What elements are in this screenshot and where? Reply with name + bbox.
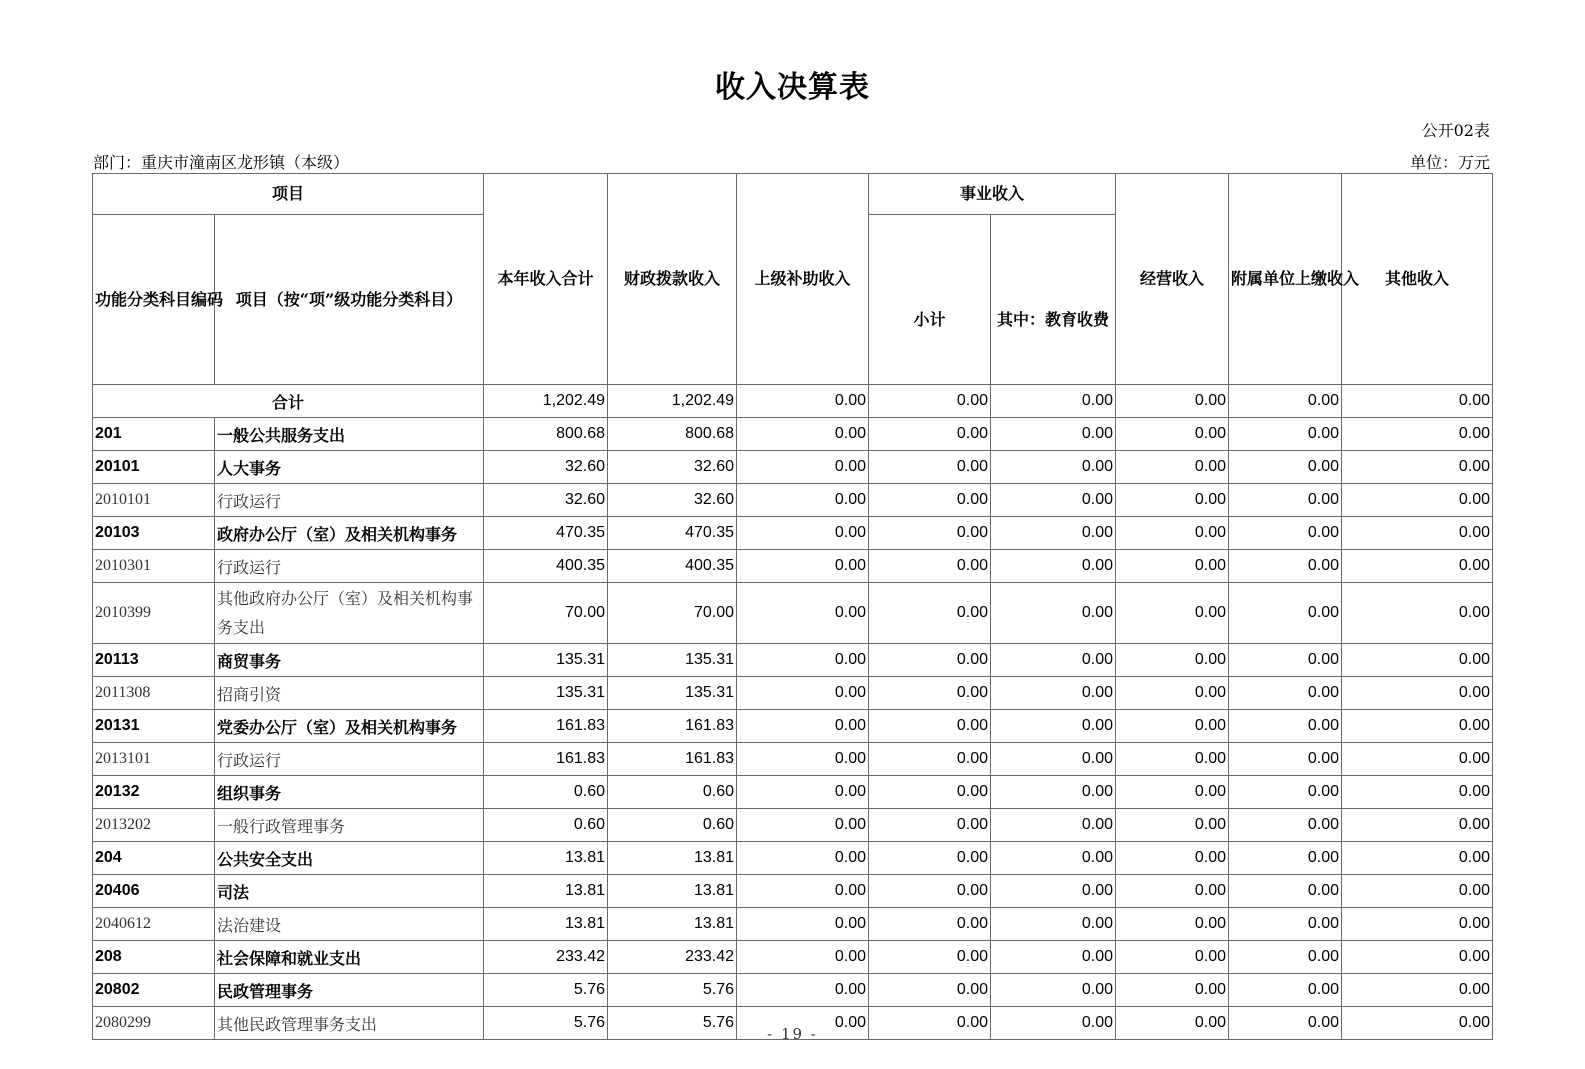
row-value: 400.35 <box>484 550 608 583</box>
row-value: 32.60 <box>608 451 737 484</box>
row-value: 0.00 <box>1116 451 1229 484</box>
row-value: 0.00 <box>1229 941 1342 974</box>
row-value: 0.00 <box>1229 842 1342 875</box>
row-value: 161.83 <box>608 743 737 776</box>
table-row <box>93 974 1493 1007</box>
total-value: 1,202.49 <box>484 385 608 418</box>
row-name: 行政运行 <box>215 743 484 776</box>
table-row <box>93 677 1493 710</box>
row-value: 135.31 <box>484 644 608 677</box>
row-value: 0.00 <box>991 1007 1116 1040</box>
form-number: 公开02表 <box>1421 121 1490 140</box>
row-code: 204 <box>93 842 215 875</box>
row-code: 2010101 <box>93 484 215 517</box>
row-value: 0.00 <box>1116 809 1229 842</box>
header-affiliated: 附属单位上缴收入 <box>1229 174 1342 385</box>
row-value: 0.00 <box>1342 451 1493 484</box>
row-name: 招商引资 <box>215 677 484 710</box>
row-value: 0.00 <box>869 941 991 974</box>
row-code: 201 <box>93 418 215 451</box>
row-value: 0.00 <box>869 677 991 710</box>
row-value: 0.00 <box>737 875 869 908</box>
row-value: 800.68 <box>484 418 608 451</box>
row-code: 20103 <box>93 517 215 550</box>
row-value: 0.00 <box>1116 974 1229 1007</box>
row-value: 0.00 <box>737 550 869 583</box>
row-value: 32.60 <box>484 451 608 484</box>
row-value: 0.00 <box>991 974 1116 1007</box>
table-row <box>93 484 1493 517</box>
header-name: 项目（按“项”级功能分类科目） <box>215 215 484 385</box>
row-value: 5.76 <box>608 1007 737 1040</box>
row-value: 0.00 <box>991 550 1116 583</box>
row-value: 0.00 <box>737 517 869 550</box>
header-edu: 其中：教育收费 <box>991 215 1116 385</box>
table-row <box>93 941 1493 974</box>
row-value: 0.00 <box>1342 974 1493 1007</box>
row-value: 0.00 <box>869 517 991 550</box>
row-value: 0.00 <box>737 776 869 809</box>
row-value: 0.00 <box>737 484 869 517</box>
row-code: 20113 <box>93 644 215 677</box>
total-value: 1,202.49 <box>608 385 737 418</box>
row-value: 161.83 <box>484 743 608 776</box>
row-value: 0.00 <box>1342 418 1493 451</box>
row-value: 0.00 <box>1342 875 1493 908</box>
row-value: 0.00 <box>991 941 1116 974</box>
row-value: 0.00 <box>991 451 1116 484</box>
row-value: 135.31 <box>608 644 737 677</box>
row-value: 233.42 <box>484 941 608 974</box>
row-value: 0.00 <box>1229 875 1342 908</box>
row-value: 135.31 <box>608 677 737 710</box>
row-value: 400.35 <box>608 550 737 583</box>
unit-label: 单位：万元 <box>1409 153 1490 172</box>
row-value: 0.00 <box>1229 710 1342 743</box>
header-operating: 经营收入 <box>1116 174 1229 385</box>
row-value: 0.00 <box>1342 677 1493 710</box>
row-value: 0.00 <box>1116 583 1229 644</box>
row-value: 0.00 <box>869 809 991 842</box>
table-row <box>93 875 1493 908</box>
row-value: 0.00 <box>1229 776 1342 809</box>
row-value: 0.00 <box>1342 644 1493 677</box>
row-name: 一般公共服务支出 <box>215 418 484 451</box>
row-value: 0.00 <box>869 484 991 517</box>
row-code: 2010301 <box>93 550 215 583</box>
table-row <box>93 809 1493 842</box>
row-value: 0.00 <box>1116 517 1229 550</box>
row-value: 0.00 <box>737 583 869 644</box>
total-value: 0.00 <box>869 385 991 418</box>
row-value: 0.00 <box>991 908 1116 941</box>
row-value: 0.00 <box>1116 908 1229 941</box>
row-value: 0.00 <box>737 710 869 743</box>
page-title: 收入决算表 <box>715 70 870 105</box>
row-value: 5.76 <box>608 974 737 1007</box>
row-value: 0.00 <box>1116 842 1229 875</box>
row-value: 0.00 <box>1229 644 1342 677</box>
row-value: 0.00 <box>1229 484 1342 517</box>
total-value: 0.00 <box>737 385 869 418</box>
row-value: 0.00 <box>1116 677 1229 710</box>
row-value: 0.00 <box>1342 941 1493 974</box>
row-value: 0.00 <box>1229 583 1342 644</box>
table-row <box>93 517 1493 550</box>
row-value: 0.60 <box>608 776 737 809</box>
row-value: 161.83 <box>608 710 737 743</box>
row-value: 233.42 <box>608 941 737 974</box>
row-value: 0.00 <box>1342 710 1493 743</box>
table-row <box>93 908 1493 941</box>
table-row <box>93 644 1493 677</box>
row-value: 13.81 <box>484 842 608 875</box>
row-name: 组织事务 <box>215 776 484 809</box>
row-value: 0.00 <box>991 710 1116 743</box>
row-value: 13.81 <box>608 842 737 875</box>
table-row <box>93 743 1493 776</box>
row-name: 其他民政管理事务支出 <box>215 1007 484 1040</box>
row-value: 0.00 <box>737 743 869 776</box>
row-name: 商贸事务 <box>215 644 484 677</box>
header-fiscal: 财政拨款收入 <box>608 174 737 385</box>
row-value: 0.00 <box>869 418 991 451</box>
header-superior: 上级补助收入 <box>737 174 869 385</box>
row-value: 0.00 <box>991 809 1116 842</box>
total-value: 0.00 <box>991 385 1116 418</box>
total-value: 0.00 <box>1342 385 1493 418</box>
table-row <box>93 550 1493 583</box>
row-value: 0.00 <box>1229 1007 1342 1040</box>
row-value: 0.00 <box>869 776 991 809</box>
row-value: 13.81 <box>484 908 608 941</box>
row-value: 0.00 <box>1229 418 1342 451</box>
row-value: 0.00 <box>1116 644 1229 677</box>
row-value: 0.00 <box>1229 743 1342 776</box>
header-code: 功能分类科目编码 <box>93 215 215 385</box>
department-label: 部门：重庆市潼南区龙形镇（本级） <box>93 153 350 172</box>
income-table <box>92 173 1493 1040</box>
table-row <box>93 710 1493 743</box>
row-code: 2080299 <box>93 1007 215 1040</box>
row-value: 13.81 <box>484 875 608 908</box>
row-value: 0.00 <box>1229 908 1342 941</box>
row-value: 0.00 <box>737 418 869 451</box>
row-value: 0.00 <box>1342 517 1493 550</box>
table-row <box>93 583 1493 644</box>
row-value: 0.00 <box>1229 550 1342 583</box>
row-value: 0.00 <box>1342 842 1493 875</box>
row-value: 0.00 <box>991 583 1116 644</box>
row-value: 0.00 <box>1229 809 1342 842</box>
row-code: 20802 <box>93 974 215 1007</box>
row-name: 人大事务 <box>215 451 484 484</box>
row-value: 70.00 <box>608 583 737 644</box>
row-value: 0.60 <box>608 809 737 842</box>
row-code: 2010399 <box>93 583 215 644</box>
row-value: 0.00 <box>1116 875 1229 908</box>
row-value: 0.00 <box>991 677 1116 710</box>
total-label: 合计 <box>93 385 484 418</box>
row-value: 0.00 <box>869 908 991 941</box>
row-value: 0.00 <box>1342 743 1493 776</box>
row-value: 0.00 <box>991 875 1116 908</box>
header-project: 项目 <box>93 174 484 215</box>
row-value: 5.76 <box>484 1007 608 1040</box>
row-value: 0.00 <box>869 710 991 743</box>
row-value: 0.00 <box>991 842 1116 875</box>
row-value: 0.00 <box>737 908 869 941</box>
row-value: 32.60 <box>608 484 737 517</box>
row-value: 13.81 <box>608 875 737 908</box>
row-name: 党委办公厅（室）及相关机构事务 <box>215 710 484 743</box>
table-row <box>93 418 1493 451</box>
row-value: 0.00 <box>737 644 869 677</box>
row-value: 0.00 <box>991 644 1116 677</box>
row-value: 0.00 <box>1342 776 1493 809</box>
row-code: 20131 <box>93 710 215 743</box>
row-value: 0.00 <box>991 517 1116 550</box>
total-row <box>93 385 1493 418</box>
row-value: 0.00 <box>869 875 991 908</box>
row-name: 行政运行 <box>215 484 484 517</box>
row-code: 20132 <box>93 776 215 809</box>
row-value: 0.00 <box>737 1007 869 1040</box>
row-value: 0.00 <box>737 809 869 842</box>
row-code: 2011308 <box>93 677 215 710</box>
row-value: 0.00 <box>991 418 1116 451</box>
row-value: 0.00 <box>1342 1007 1493 1040</box>
header-other: 其他收入 <box>1342 174 1493 385</box>
table-row <box>93 451 1493 484</box>
row-value: 0.00 <box>1116 484 1229 517</box>
row-value: 0.60 <box>484 809 608 842</box>
row-value: 0.00 <box>1229 451 1342 484</box>
row-value: 0.00 <box>1229 677 1342 710</box>
row-value: 0.00 <box>1342 583 1493 644</box>
row-code: 2013101 <box>93 743 215 776</box>
row-value: 0.00 <box>1342 484 1493 517</box>
row-value: 0.00 <box>737 451 869 484</box>
row-value: 0.00 <box>737 677 869 710</box>
row-value: 0.00 <box>869 644 991 677</box>
row-value: 0.00 <box>991 776 1116 809</box>
row-code: 20406 <box>93 875 215 908</box>
row-value: 470.35 <box>608 517 737 550</box>
row-value: 0.00 <box>737 974 869 1007</box>
row-value: 0.00 <box>737 941 869 974</box>
page-number: - 19 - <box>767 1025 818 1043</box>
row-value: 0.00 <box>991 743 1116 776</box>
header-subtotal: 小计 <box>869 215 991 385</box>
row-value: 0.00 <box>1116 418 1229 451</box>
total-value: 0.00 <box>1116 385 1229 418</box>
row-value: 0.00 <box>1116 1007 1229 1040</box>
row-value: 0.60 <box>484 776 608 809</box>
row-value: 470.35 <box>484 517 608 550</box>
row-value: 0.00 <box>869 451 991 484</box>
row-name: 政府办公厅（室）及相关机构事务 <box>215 517 484 550</box>
row-value: 800.68 <box>608 418 737 451</box>
row-name: 民政管理事务 <box>215 974 484 1007</box>
row-value: 0.00 <box>1229 974 1342 1007</box>
header-business: 事业收入 <box>869 174 1116 215</box>
row-value: 0.00 <box>1116 710 1229 743</box>
table-row <box>93 776 1493 809</box>
row-value: 70.00 <box>484 583 608 644</box>
row-value: 0.00 <box>869 743 991 776</box>
row-code: 20101 <box>93 451 215 484</box>
row-value: 0.00 <box>737 842 869 875</box>
row-code: 208 <box>93 941 215 974</box>
row-value: 0.00 <box>1342 550 1493 583</box>
row-value: 0.00 <box>1116 941 1229 974</box>
row-code: 2013202 <box>93 809 215 842</box>
row-value: 135.31 <box>484 677 608 710</box>
row-name: 社会保障和就业支出 <box>215 941 484 974</box>
row-value: 0.00 <box>869 974 991 1007</box>
row-name: 法治建设 <box>215 908 484 941</box>
row-value: 0.00 <box>869 550 991 583</box>
row-value: 0.00 <box>1229 517 1342 550</box>
row-value: 0.00 <box>869 842 991 875</box>
row-name: 其他政府办公厅（室）及相关机构事务支出 <box>215 583 484 644</box>
row-value: 161.83 <box>484 710 608 743</box>
row-value: 13.81 <box>608 908 737 941</box>
row-code: 2040612 <box>93 908 215 941</box>
row-value: 0.00 <box>869 583 991 644</box>
row-name: 行政运行 <box>215 550 484 583</box>
row-value: 0.00 <box>991 484 1116 517</box>
row-value: 0.00 <box>869 1007 991 1040</box>
row-value: 5.76 <box>484 974 608 1007</box>
row-value: 0.00 <box>1116 776 1229 809</box>
row-name: 一般行政管理事务 <box>215 809 484 842</box>
row-name: 司法 <box>215 875 484 908</box>
table-row <box>93 842 1493 875</box>
row-name: 公共安全支出 <box>215 842 484 875</box>
total-value: 0.00 <box>1229 385 1342 418</box>
row-value: 0.00 <box>1342 908 1493 941</box>
row-value: 0.00 <box>1116 743 1229 776</box>
row-value: 0.00 <box>1116 550 1229 583</box>
header-total: 本年收入合计 <box>484 174 608 385</box>
row-value: 32.60 <box>484 484 608 517</box>
row-value: 0.00 <box>1342 809 1493 842</box>
